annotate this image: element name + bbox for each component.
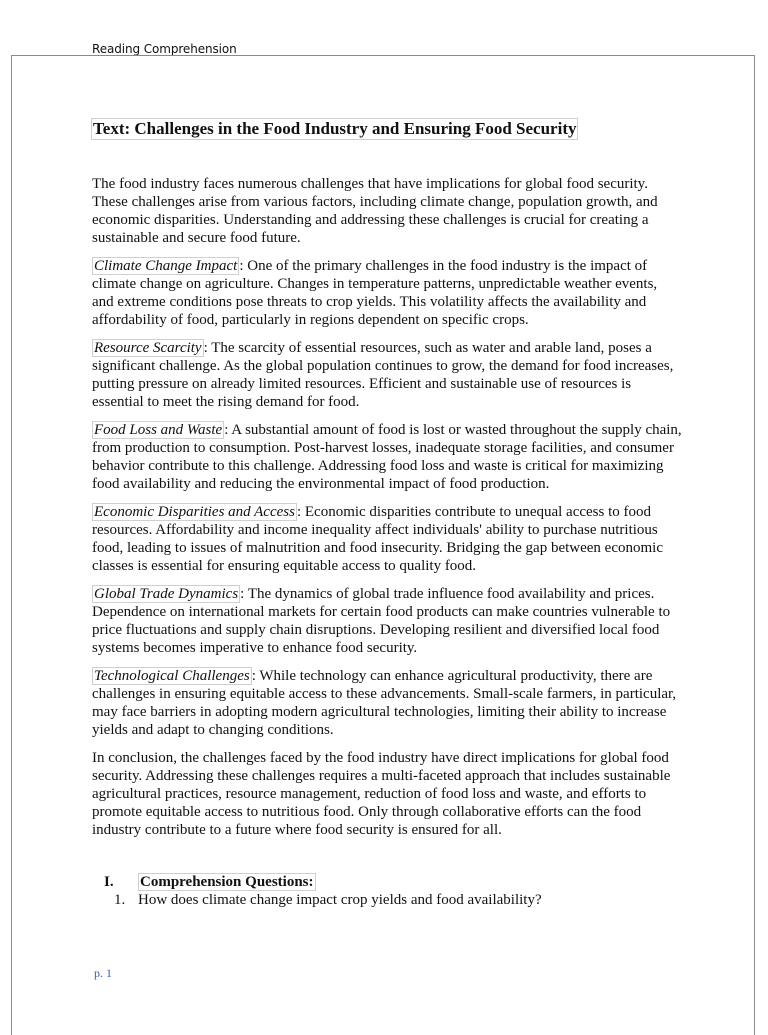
section-resource-scarcity [92,339,682,411]
conclusion-paragraph: In conclusion, the challenges faced by the food industry have direct implications for global food security. Addressing these challenges requires a multi-faceted approach that includes sustainable agricultural practices, resource management, reduction of food loss and waste, and efforts to promote equitable access to nutritious food. Only through collaborative efforts can the food industry contribute to a future where food security is ensured for all. [92,750,671,838]
intro-paragraph: The food industry faces numerous challenges that have implications for global food security. These challenges arise from various factors, including climate change, population growth, and economic disparities. Understanding and addressing these challenges is crucial for creating a sustainable and secure food future. [92,176,658,246]
section-text: : The dynamics of global trade influence food availability and prices. Dependence on international markets for certain food products can make countries vulnerable to price fluctuations and supply chain disruptions. Developing resilient and diversified local food systems becomes imperative to enhance food security. [92,586,671,656]
section-label: Climate Change Impact [94,258,238,274]
section-global-trade [92,585,682,657]
questions-heading [92,873,682,891]
section-text: : Economic disparities contribute to unequal access to food resources. Affordability and income inequality affect individuals' ability to purchase nutritious food, leading to issues of malnutrition and food insecurity. Bridging the gap between economic classes is essential for ensuring equitable access to quality food. [92,504,663,574]
section-climate-change [92,257,682,329]
page-number: p. 1 [94,966,112,980]
document-title: Text: Challenges in the Food Industry and Ensuring Food Security [93,119,577,138]
questions-section [92,873,682,909]
section-label: Food Loss and Waste [94,422,223,438]
section-text: : While technology can enhance agricultural productivity, there are challenges in ensuring equitable access to these advancements. Small-scale farmers, in particular, may face barriers in adopting modern agricultural technologies, limiting their ability to increase yields and adapt to changing conditions. [92,668,677,738]
questions-heading-text: Comprehension Questions: [140,874,314,890]
question-item [92,891,682,909]
section-label: Resource Scarcity [94,340,202,356]
section-text: : The scarcity of essential resources, such as water and arable land, poses a significant challenge. As the global population continues to grow, the demand for food increases, putting pressure on already limited resources. Efficient and sustainable use of resources is essential to meet the rising demand for food. [92,340,674,410]
section-label: Global Trade Dynamics [94,586,239,602]
section-food-loss [92,421,682,493]
section-economic-disparities [92,503,682,575]
question-text: How does climate change impact crop yields and food availability? [138,892,542,908]
section-technological [92,667,682,739]
section-text: : One of the primary challenges in the food industry is the impact of climate change on agriculture. Changes in temperature patterns, unpredictable weather events, and extreme conditions pose threats to crop yields. This volatility affects the availability and affordability of food, particularly in regions dependent on specific crops. [92,258,658,328]
section-label: Economic Disparities and Access [94,504,295,520]
section-text: : A substantial amount of food is lost or wasted throughout the supply chain, from production to consumption. Post-harvest losses, inadequate storage facilities, and consumer behavior contribute to this challenge. Addressing food loss and waste is critical for maximizing food availability and reducing the environmental impact of food production. [92,422,682,492]
section-label: Technological Challenges [94,668,250,684]
questions-numeral: I. [104,874,114,890]
document-body [92,118,682,909]
question-number: 1. [114,892,126,908]
page-header: Reading Comprehension [92,42,237,56]
